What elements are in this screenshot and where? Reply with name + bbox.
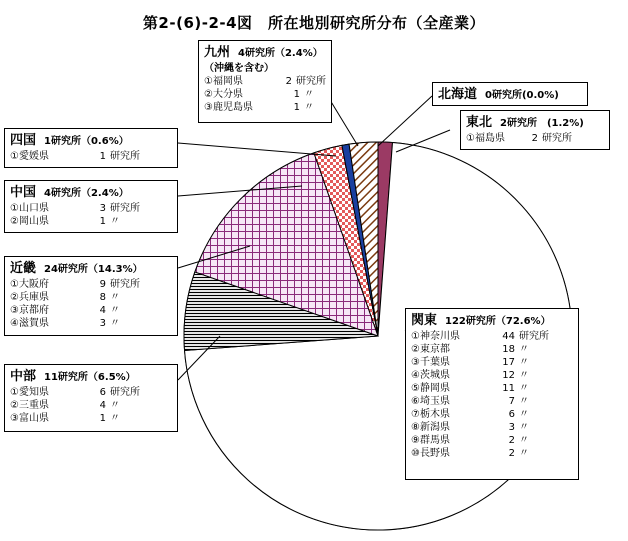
prefecture-row: ①福島県 2 研究所	[466, 133, 572, 144]
label-box-kanto	[405, 308, 579, 480]
label-box-chubu	[4, 364, 178, 432]
prefecture-row: ⑩長野県 2 〃	[411, 448, 529, 459]
prefecture-row: ③富山県 1 〃	[10, 413, 120, 424]
chart-title: 第2-(6)-2-4図 所在地別研究所分布（全産業）	[142, 14, 486, 32]
region-note: （沖縄を含む）	[204, 63, 274, 74]
region-name: 四国	[10, 133, 37, 148]
label-box-kyushu	[198, 40, 332, 123]
region-count: 2研究所 (1.2%)	[500, 118, 584, 129]
region-count: 24研究所（14.3%）	[44, 264, 143, 275]
leader-hokkaido	[378, 96, 432, 146]
prefecture-row: ①愛媛県 1 研究所	[10, 151, 140, 162]
prefecture-row: ⑦栃木県 6 〃	[411, 409, 529, 420]
prefecture-row: ②大分県 1 〃	[204, 89, 314, 100]
prefecture-row: ⑧新潟県 3 〃	[411, 422, 529, 433]
prefecture-row: ①大阪府 9 研究所	[10, 279, 140, 290]
prefecture-row: ④茨城県 12 〃	[411, 370, 529, 381]
prefecture-row: ②三重県 4 〃	[10, 400, 120, 411]
label-box-hokkaido	[432, 82, 588, 106]
prefecture-row: ③鹿児島県 1 〃	[204, 102, 314, 113]
prefecture-row: ①山口県 3 研究所	[10, 203, 140, 214]
prefecture-row: ③千葉県 17 〃	[411, 357, 529, 368]
prefecture-row: ①神奈川県 44 研究所	[411, 331, 549, 342]
region-count: 4研究所（2.4%）	[238, 48, 323, 59]
prefecture-row: ①福岡県 2 研究所	[204, 76, 326, 87]
leader-kyushu	[330, 100, 358, 146]
region-name: 九州	[204, 45, 231, 60]
prefecture-row: ⑨群馬県 2 〃	[411, 435, 529, 446]
prefecture-row: ⑥埼玉県 7 〃	[411, 396, 529, 407]
region-count: 122研究所（72.6%）	[445, 316, 551, 327]
region-name: 北海道	[438, 87, 478, 102]
region-count: 4研究所（2.4%）	[44, 188, 129, 199]
region-name: 中部	[10, 369, 37, 384]
region-count: 1研究所（0.6%）	[44, 136, 129, 147]
region-name: 東北	[466, 115, 493, 130]
label-box-chugoku	[4, 180, 178, 233]
label-box-kinki	[4, 256, 178, 336]
leader-shikoku	[178, 143, 336, 156]
prefecture-row: ②東京都 18 〃	[411, 344, 529, 355]
prefecture-row: ③京都府 4 〃	[10, 305, 120, 316]
region-count: 11研究所（6.5%）	[44, 372, 136, 383]
region-count: 0研究所(0.0%)	[485, 90, 559, 101]
prefecture-row: ②岡山県 1 〃	[10, 216, 120, 227]
prefecture-row: ②兵庫県 8 〃	[10, 292, 120, 303]
region-name: 近畿	[10, 261, 37, 276]
label-box-shikoku	[4, 128, 178, 168]
label-box-tohoku	[460, 110, 610, 150]
prefecture-row: ④滋賀県 3 〃	[10, 318, 120, 329]
prefecture-row: ⑤静岡県 11 〃	[411, 383, 529, 394]
region-name: 中国	[10, 185, 37, 200]
region-name: 関東	[411, 313, 438, 328]
prefecture-row: ①愛知県 6 研究所	[10, 387, 140, 398]
